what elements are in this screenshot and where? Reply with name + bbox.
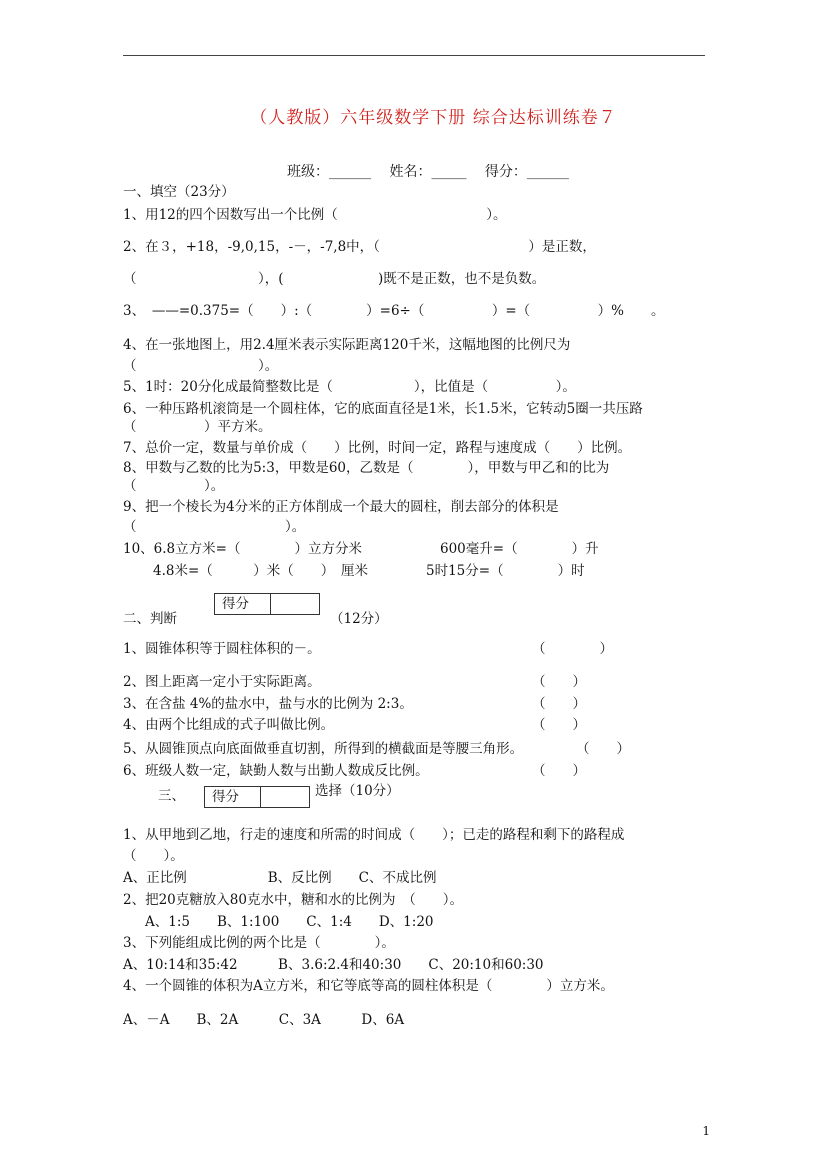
section3-heading: 选择（10分） — [315, 783, 400, 799]
page-number: 1 — [702, 1124, 710, 1138]
question-1-5: 5、1时：20分化成最简整数比是（ ），比值是（ ）。 — [123, 379, 576, 395]
score-value-cell — [271, 594, 319, 614]
question-1-7: 7、总价一定，数量与单价成（ ）比例，时间一定，路程与速度成（ ）比例。 — [123, 440, 632, 456]
header-rule — [123, 55, 705, 56]
section2-heading: 二、判断 — [123, 611, 177, 627]
question-1-9a: 9、把一个棱长为4分米的正方体削成一个最大的圆柱，削去部分的体积是 — [123, 499, 559, 515]
judge-item-1: 1、圆锥体积等于圆柱体积的－。 — [123, 641, 321, 657]
question-1-1: 1、用12的四个因数写出一个比例（ ）。 — [123, 207, 507, 223]
question-1-6a: 6、一种压路机滚筒是一个圆柱体，它的底面直径是1米，长1.5米，它转动5圈一共压路 — [123, 401, 643, 417]
judge-item-5-paren: （ ） — [576, 741, 630, 757]
choice-1-options: A、正比例 B、反比例 C、不成比例 — [123, 870, 437, 886]
judge-item-6-paren: （ ） — [532, 763, 586, 779]
question-1-8a: 8、甲数与乙数的比为5:3，甲数是60，乙数是（ ），甲数与甲乙和的比为 — [123, 460, 610, 476]
question-1-4b: （ ）。 — [123, 358, 279, 374]
judge-item-6: 6、班级人数一定，缺勤人数与出勤人数成反比例。 — [123, 763, 429, 779]
question-1-10b-left: 4.8米=（ ）米（ ） 厘米 — [153, 563, 369, 579]
judge-item-1-paren: （ ） — [532, 641, 613, 657]
judge-item-4-paren: （ ） — [532, 717, 586, 733]
judge-item-2-paren: （ ） — [532, 674, 586, 690]
choice-2-options: A、1:5 B、1:100 C、1:4 D、1:20 — [145, 914, 434, 930]
score-label: 得分 — [205, 787, 261, 807]
question-1-10a-left: 10、6.8立方米=（ ）立方分米 — [123, 541, 362, 557]
section3-score-box — [204, 786, 310, 808]
question-1-6b: （ ）平方米。 — [123, 419, 272, 435]
question-1-2b: （ ），( )既不是正数，也不是负数。 — [123, 271, 546, 287]
judge-item-2: 2、图上距离一定小于实际距离。 — [123, 674, 321, 690]
page-title: （人教版）六年级数学下册 综合达标训练卷７ — [250, 108, 617, 128]
score-value-cell — [261, 787, 309, 807]
choice-2: 2、把20克糖放入80克水中，糖和水的比例为 （ ）。 — [123, 892, 463, 908]
section3-heading-number: 三、 — [158, 788, 185, 804]
question-1-9b: （ ）。 — [123, 519, 306, 535]
choice-1b: （ ）。 — [123, 848, 184, 864]
judge-item-4: 4、由两个比组成的式子叫做比例。 — [123, 717, 335, 733]
question-1-2a: 2、在３，+18，-9,0,15，-－，-7,8中，（ ）是正数， — [123, 239, 596, 255]
question-1-3: 3、 ——=0.375=（ ）:（ ）=6÷（ ）=（ ）% 。 — [123, 303, 665, 319]
choice-3: 3、下列能组成比例的两个比是（ ）。 — [123, 935, 395, 951]
section1-heading: 一、填空（23分） — [123, 184, 235, 200]
judge-item-3-paren: （ ） — [532, 696, 586, 712]
question-1-10a-right: 600毫升=（ ）升 — [440, 541, 599, 557]
question-1-4a: 4、在一张地图上，用2.4厘米表示实际距离120千米，这幅地图的比例尺为 — [123, 337, 571, 353]
judge-item-5: 5、从圆锥顶点向底面做垂直切割，所得到的横截面是等腰三角形。 — [123, 741, 524, 757]
score-label: 得分 — [215, 594, 271, 614]
question-1-8b: （ ）。 — [123, 478, 225, 494]
section2-points: （12分） — [330, 611, 388, 627]
choice-3-options: A、10:14和35:42 B、3.6:2.4和40:30 C、20:10和60:30 — [123, 957, 544, 973]
question-1-10b-right: 5时15分=（ ）时 — [426, 563, 585, 579]
judge-item-3: 3、在含盐 4%的盐水中，盐与水的比例为 2:3。 — [123, 696, 413, 712]
choice-4: 4、一个圆锥的体积为A立方米，和它等底等高的圆柱体积是（ ）立方米。 — [123, 978, 614, 994]
choice-4-options: A、－A B、2A C、3A D、6A — [123, 1012, 405, 1028]
section2-score-box — [214, 593, 320, 615]
choice-1a: 1、从甲地到乙地，行走的速度和所需的时间成（ ）；已走的路程和剩下的路程成 — [123, 827, 625, 843]
student-info-line: 班级：______ 姓名：_____ 得分：______ — [287, 164, 569, 180]
